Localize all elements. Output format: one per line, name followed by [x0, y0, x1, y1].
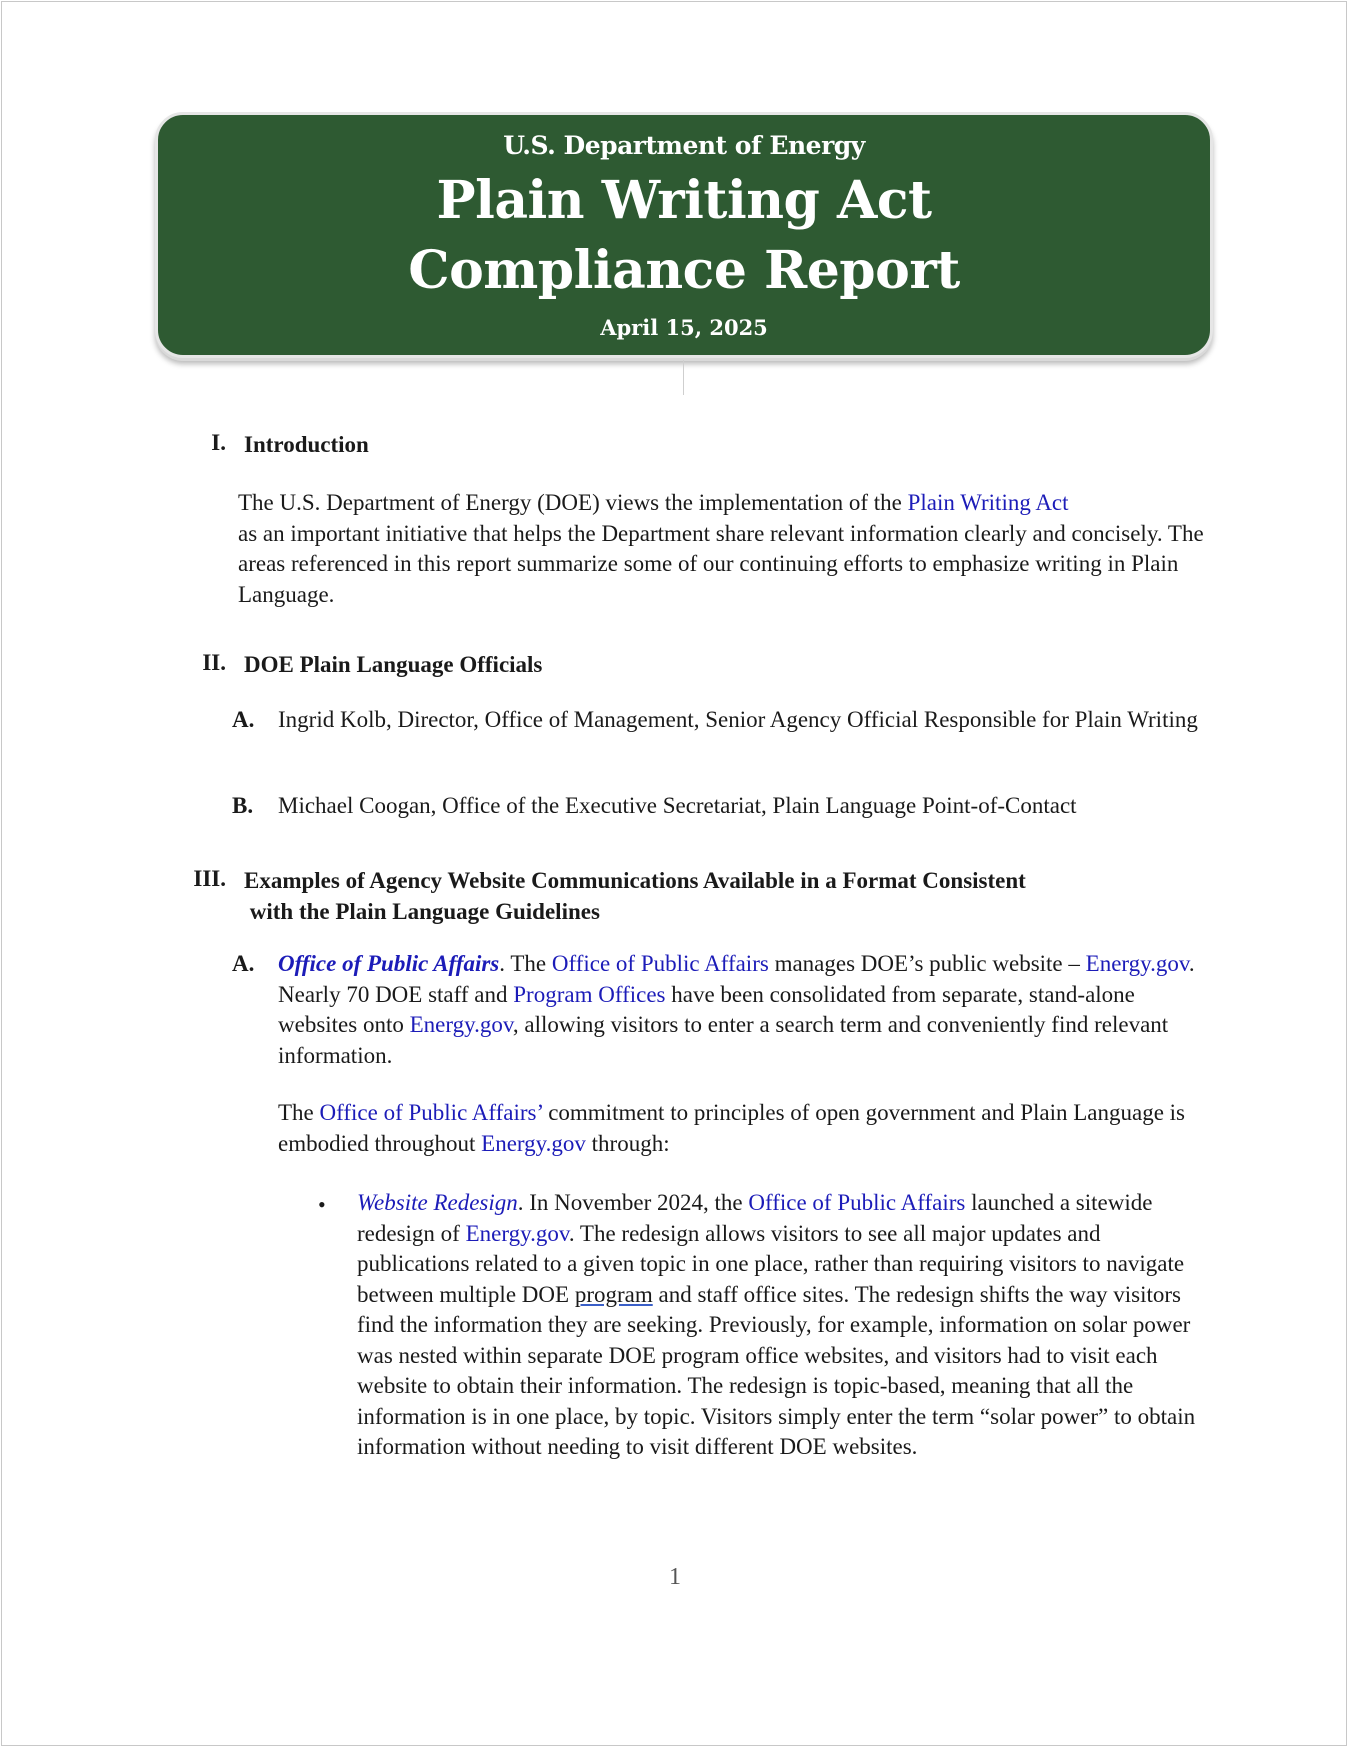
item-a-label: A.	[232, 707, 255, 732]
underlined-word: program	[574, 1281, 653, 1307]
section-1-paragraph	[238, 488, 1238, 610]
item-b-label: B.	[232, 793, 254, 818]
office-of-public-affairs-link[interactable]: Office of Public Affairs	[748, 1190, 966, 1215]
text-run: have been consolidated from separate, stand-alone websites onto	[278, 981, 1135, 1037]
office-of-public-affairs-title-link[interactable]: Office of Public Affairs	[278, 951, 500, 976]
text-run: as an important initiative that helps the Department share relevant information clearly and concisely. The areas referenced in this report summarize some of our continuing efforts to emphasize writing in Plain Language.	[238, 520, 1204, 607]
heading-line: with the Plain Language Guidelines	[249, 899, 600, 924]
energy-gov-link[interactable]: Energy.gov	[409, 1012, 513, 1037]
report-title-line1: Plain Writing Act	[436, 170, 932, 231]
commitment-paragraph	[278, 1098, 1223, 1159]
office-of-public-affairs-paragraph	[278, 949, 1218, 1071]
text-run: commitment to principles of open government and Plain Language is embodied throughout	[278, 1100, 1186, 1156]
text-run: . In November 2024, the	[517, 1190, 749, 1215]
banner-connector-line	[683, 360, 684, 395]
text-run: . The redesign allows visitors to see all major updates and publications related to a given topic in one place, rather than requiring visitors to navigate between multiple DOE	[357, 1220, 1185, 1307]
energy-gov-link[interactable]: Energy.gov	[465, 1220, 569, 1246]
website-redesign-link[interactable]: Website Redesign	[357, 1190, 518, 1215]
office-of-public-affairs-link[interactable]: Office of Public Affairs	[551, 951, 769, 976]
website-redesign-paragraph	[357, 1188, 1210, 1463]
text-run: launched a sitewide redesign of	[357, 1190, 1153, 1246]
item-a-label: A.	[232, 951, 255, 976]
office-of-public-affairs-link[interactable]: Office of Public Affairs’	[319, 1100, 543, 1125]
text-run: and staff office sites. The redesign shifts the way visitors find the information they are seeking. Previously, for example, information on solar power was nested within separate DOE program office websites, and visitors had to visit each website to obtain their information. The redesign is topic-based, meaning that all the information is in one place, by topic. Visitors simply enter the term “solar power” to obtain information without needing to visit different DOE websites.	[357, 1281, 1196, 1459]
heading-line: Examples of Agency Website Communications Available in a Format Consistent	[244, 868, 1026, 893]
section-2-heading: DOE Plain Language Officials	[244, 652, 543, 677]
section-3-number: III.	[193, 866, 226, 891]
section-3-heading	[244, 865, 1254, 927]
department-name: U.S. Department of Energy	[503, 131, 865, 160]
text-run: . The	[499, 951, 552, 976]
official-kolb: Ingrid Kolb, Director, Office of Management, Senior Agency Official Responsible for Plain Writing	[278, 707, 1198, 732]
plain-writing-act-link[interactable]: Plain Writing Act	[907, 490, 1069, 515]
section-1-number: I.	[211, 430, 226, 455]
official-coogan: Michael Coogan, Office of the Executive Secretariat, Plain Language Point-of-Contact	[278, 793, 1077, 818]
report-title-line2: Compliance Report	[408, 240, 960, 301]
page-number: 1	[669, 1564, 681, 1590]
report-date: April 15, 2025	[600, 315, 768, 340]
section-2-number: II.	[202, 650, 226, 675]
text-run: through:	[585, 1130, 670, 1156]
text-run: manages DOE’s public website –	[768, 951, 1086, 976]
text-run: The U.S. Department of Energy (DOE) views the implementation of the	[238, 490, 908, 515]
program-offices-link[interactable]: Program Offices	[513, 981, 666, 1007]
text-run: The	[278, 1100, 320, 1125]
text-run: . Nearly 70 DOE staff and	[278, 951, 1195, 1007]
energy-gov-link[interactable]: Energy.gov	[481, 1130, 586, 1156]
text-run: , allowing visitors to enter a search term and conveniently find relevant information.	[278, 1012, 1169, 1068]
section-1-heading: Introduction	[244, 432, 369, 457]
title-banner	[155, 112, 1213, 358]
energy-gov-link[interactable]: Energy.gov	[1085, 951, 1189, 976]
bullet-icon: •	[318, 1192, 326, 1217]
